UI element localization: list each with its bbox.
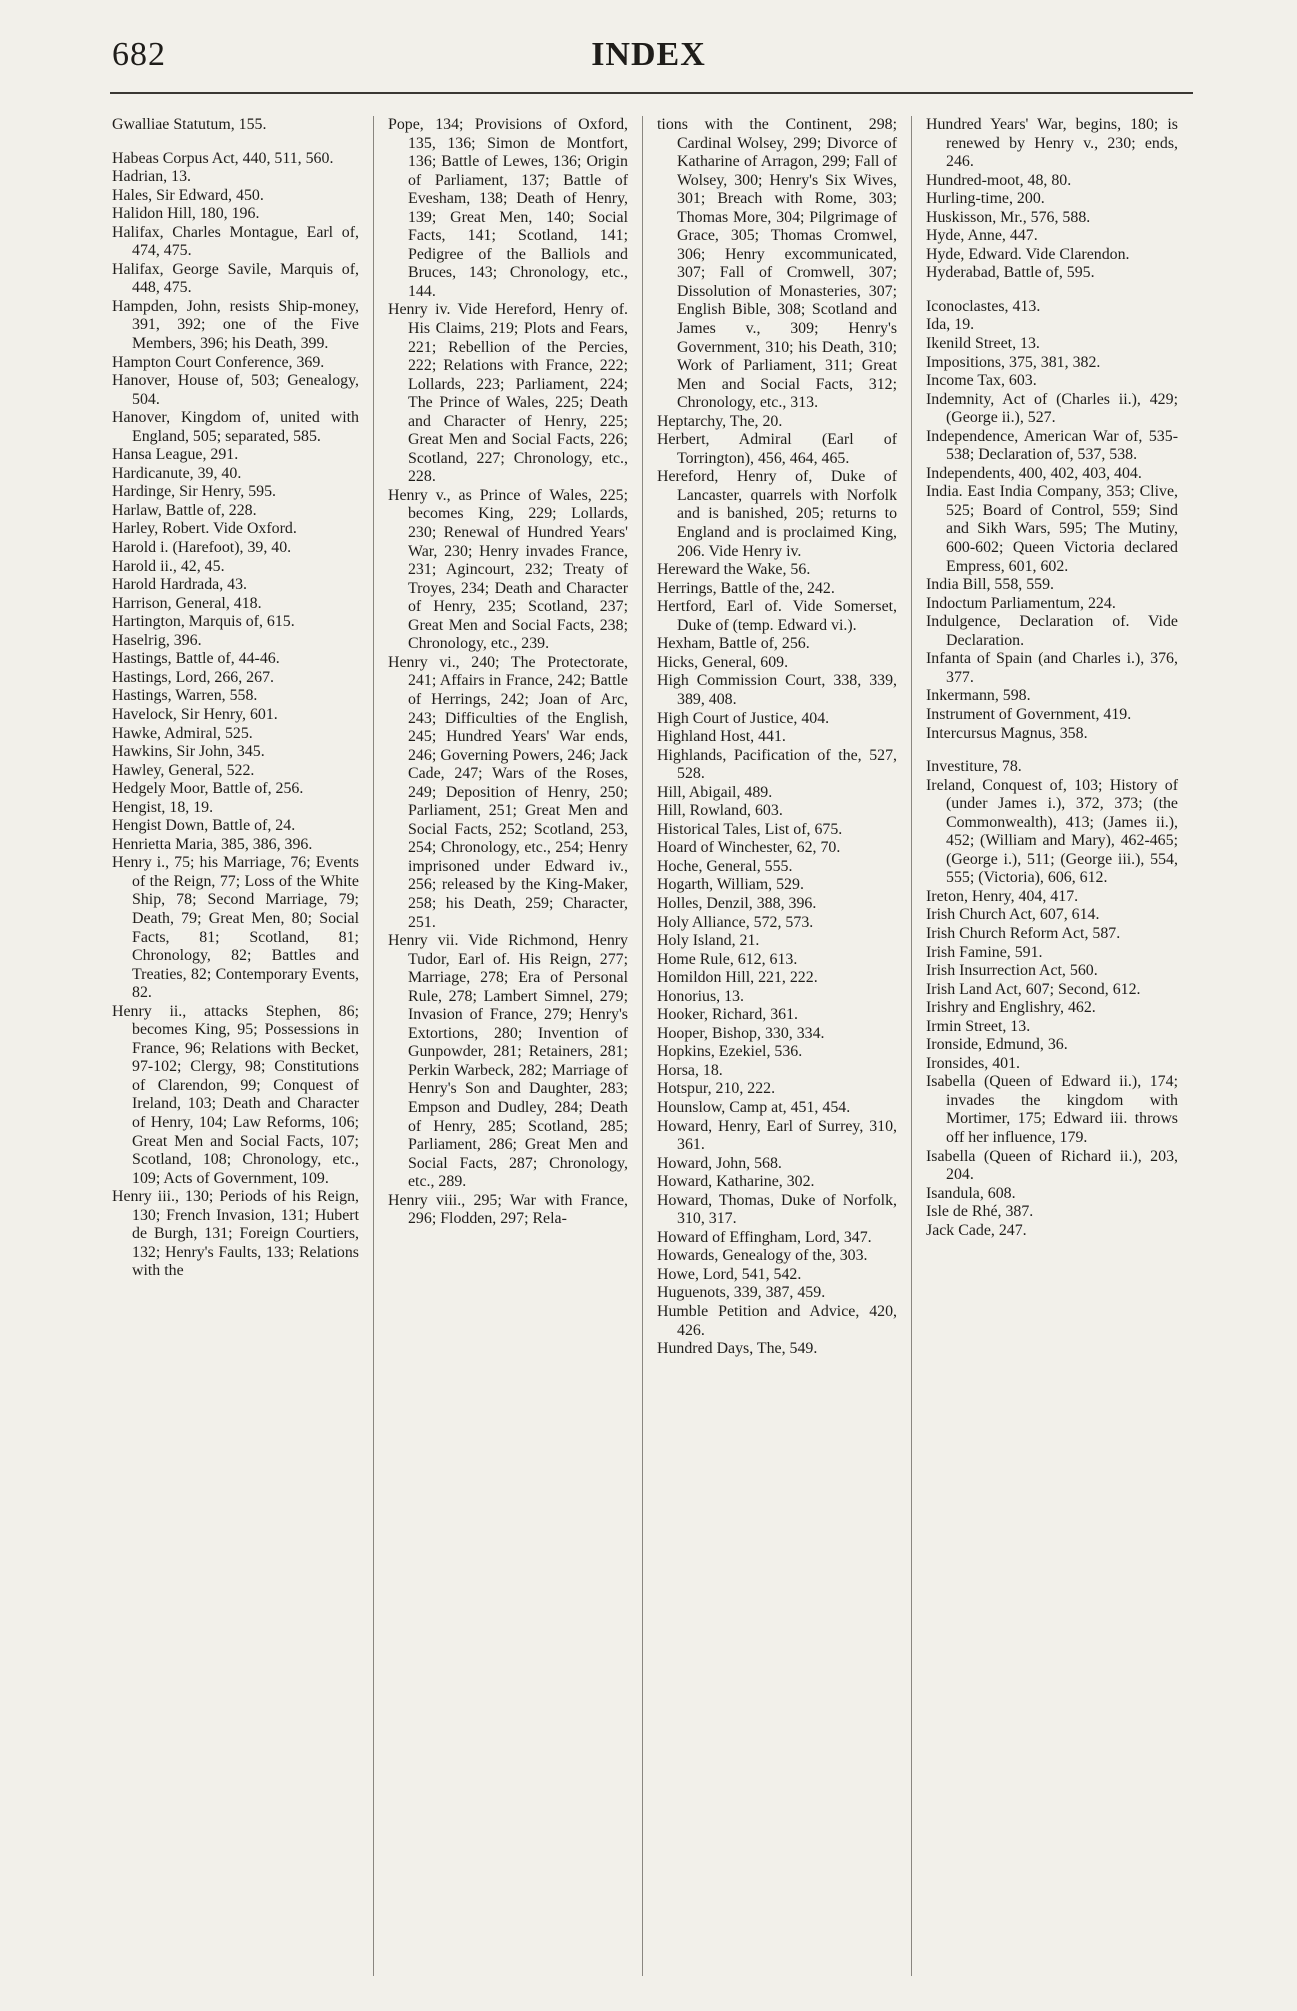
index-entry: Hales, Sir Edward, 450. xyxy=(112,186,264,204)
index-entry: Herrings, Battle of the, 242. xyxy=(657,579,835,597)
index-entry: Halifax, Charles Montague, Earl of, 474, 475. xyxy=(112,223,359,260)
index-entry: Hampton Court Conference, 369. xyxy=(112,353,325,371)
index-entry: Hill, Rowland, 603. xyxy=(657,802,783,820)
index-entry: Pope, 134; Provisions of Oxford, 135, 136; Simon de Montfort, 136; Battle of Lewes, 136; Origin of Parliament, 137; Battle of Evesham, 138; Death of Henry, 139; Great Men, 140; Social Facts, 141; Scotland, 141; Pedigree of the Balliols and Bruces, 143; Chronology, etc., 144. xyxy=(387,116,628,300)
index-entry: Howard of Effingham, Lord, 347. xyxy=(657,1228,872,1246)
index-entry: Harold Hardrada, 43. xyxy=(112,576,248,594)
index-entry: Hereford, Henry of, Duke of Lancaster, quarrels with Norfolk and is banished, 205; returns to England and is proclaimed King, 206. Vide Henry iv. xyxy=(657,468,898,560)
page-number: 682 xyxy=(112,36,166,73)
index-entry: Homildon Hill, 221, 222. xyxy=(657,969,818,987)
index-entry: Highland Host, 441. xyxy=(657,728,786,746)
index-entry: Hoard of Winchester, 62, 70. xyxy=(657,839,841,857)
index-entry: Hundred Years' War, begins, 180; is renewed by Henry v., 230; ends, 246. xyxy=(926,116,1178,171)
index-entry: Hundred Days, The, 549. xyxy=(657,1340,818,1358)
index-entry: Havelock, Sir Henry, 601. xyxy=(112,705,278,723)
index-column-3 xyxy=(642,116,911,1976)
index-column-4 xyxy=(911,116,1192,1976)
index-entry: Inkermann, 598. xyxy=(926,687,1031,705)
index-entry: Indemnity, Act of (Charles ii.), 429; (George ii.), 527. xyxy=(926,390,1178,427)
index-entry: Hawley, General, 522. xyxy=(112,761,255,779)
index-entry: Howards, Genealogy of the, 303. xyxy=(657,1247,868,1265)
index-entry: Hooker, Richard, 361. xyxy=(657,1006,799,1024)
index-entry: Jack Cade, 247. xyxy=(926,1221,1027,1239)
index-entry: Henry v., as Prince of Wales, 225; becomes King, 229; Lollards, 230; Renewal of Hundred Years' War, 230; Henry invades France, 231; Agincourt, 232; Treaty of Troyes, 234; Death and Character of Henry, 235; Scotland, 237; Great Men and Social Facts, 238; Chronology, etc., 239. xyxy=(387,486,628,653)
index-entry: Isandula, 608. xyxy=(926,1184,1016,1202)
index-entry: Hanover, Kingdom of, united with England, 505; separated, 585. xyxy=(112,409,359,445)
index-entry: Irishry and Englishry, 462. xyxy=(926,999,1096,1017)
index-entry: Hexham, Battle of, 256. xyxy=(657,635,810,653)
index-entry: Hanover, House of, 503; Genealogy, 504. xyxy=(112,372,359,408)
index-entry: Henry vi., 240; The Protectorate, 241; Affairs in France, 242; Battle of Herrings, 242; Joan of Arc, 243; Difficulties of the English, 245; Hundred Years' War ends, 246; Governing Powers, 246; Jack Cade, 247; Wars of the Roses, 249; Deposition of Henry, 250; Parliament, 251; Great Men and Social Facts, 252; Scotland, 253, 254; Chronology, etc., 254; Henry imprisoned under Edward iv., 256; released by the King-Maker, 258; his Death, 259; Character, 251. xyxy=(387,653,628,931)
index-entry: Infanta of Spain (and Charles i.), 376, 377. xyxy=(926,650,1178,686)
index-entry: Home Rule, 612, 613. xyxy=(657,950,798,968)
index-entry: Iconoclastes, 413. xyxy=(926,297,1041,315)
index-entry: Howard, Thomas, Duke of Norfolk, 310, 317. xyxy=(657,1191,898,1228)
index-entry: Hengist Down, Battle of, 24. xyxy=(112,817,296,835)
index-entry: Henry vii. Vide Richmond, Henry Tudor, Earl of. His Reign, 277; Marriage, 278; Era of Personal Rule, 278; Lambert Simnel, 279; Invasion of France, 279; Henry's Extortions, 280; Invention of Gunpowder, 281; Retainers, 281; Perkin Warbeck, 282; Marriage of Henry's Son and Daughter, 283; Empson and Dudley, 284; Death of Henry, 285; Scotland, 285; Parliament, 286; Great Men and Social Facts, 287; Chronology, etc., 289. xyxy=(387,932,628,1191)
index-entry: Impositions, 375, 381, 382. xyxy=(926,353,1101,371)
index-entry: Habeas Corpus Act, 440, 511, 560. xyxy=(112,149,334,167)
index-entry: Haselrig, 396. xyxy=(112,631,202,649)
index-entry: Indulgence, Declaration of. Vide Declaration. xyxy=(926,613,1178,649)
index-entry: Hartington, Marquis of, 615. xyxy=(112,613,295,631)
index-entry: Hampden, John, resists Ship-money, 391, 392; one of the Five Members, 396; his Death, 399. xyxy=(112,297,359,353)
index-entry: Holy Island, 21. xyxy=(657,932,760,950)
index-entry: Ireton, Henry, 404, 417. xyxy=(926,887,1079,905)
index-entry: India. East India Company, 353; Clive, 525; Board of Control, 559; Sind and Sikh Wars, 595; The Mutiny, 600-602; Queen Victoria declared Empress, 601, 602. xyxy=(926,483,1178,575)
index-entry: Intercursus Magnus, 358. xyxy=(926,724,1088,742)
index-entry: Ikenild Street, 13. xyxy=(926,335,1040,353)
index-entry: Hawke, Admiral, 525. xyxy=(112,724,253,742)
index-entry: Hadrian, 13. xyxy=(112,168,191,186)
index-entry: Highlands, Pacification of the, 527, 528. xyxy=(657,746,898,783)
index-entry: Independents, 400, 402, 403, 404. xyxy=(926,464,1142,482)
index-columns xyxy=(112,116,1192,1976)
index-entry: Huguenots, 339, 387, 459. xyxy=(657,1284,826,1302)
index-entry: Heptarchy, The, 20. xyxy=(657,412,783,430)
index-entry: Herbert, Admiral (Earl of Torrington), 456, 464, 465. xyxy=(657,431,898,467)
index-entry: Howard, Katharine, 302. xyxy=(657,1173,815,1191)
index-entry: Howe, Lord, 541, 542. xyxy=(657,1265,802,1283)
index-entry: Historical Tales, List of, 675. xyxy=(657,820,843,838)
index-entry: Indoctum Parliamentum, 224. xyxy=(926,594,1116,612)
index-entry: Harold ii., 42, 45. xyxy=(112,557,225,575)
index-entry: Investiture, 78. xyxy=(926,758,1022,776)
index-entry: Hansa League, 291. xyxy=(112,446,239,464)
index-entry: Hawkins, Sir John, 345. xyxy=(112,743,265,761)
index-entry: Harlaw, Battle of, 228. xyxy=(112,501,257,519)
index-entry: Hereward the Wake, 56. xyxy=(657,561,811,579)
index-entry: Howard, Henry, Earl of Surrey, 310, 361. xyxy=(657,1117,898,1154)
index-entry: Irish Land Act, 607; Second, 612. xyxy=(926,980,1141,998)
index-entry: Hastings, Lord, 266, 267. xyxy=(112,668,274,686)
index-entry: Hopkins, Ezekiel, 536. xyxy=(657,1043,803,1061)
index-column-1 xyxy=(112,116,373,1976)
index-entry: Irish Church Reform Act, 587. xyxy=(926,924,1121,942)
index-entry: Isabella (Queen of Edward ii.), 174; invades the kingdom with Mortimer, 175; Edward iii. throws off her influence, 179. xyxy=(926,1073,1178,1146)
index-entry: Henry ii., attacks Stephen, 86; becomes King, 95; Possessions in France, 96; Relations with Becket, 97-102; Clergy, 98; Constitutions of Clarendon, 99; Conquest of Ireland, 103; Death and Character of Henry, 104; Law Reforms, 106; Great Men and Social Facts, 107; Scotland, 108; Chronology, etc., 109; Acts of Government, 109. xyxy=(112,1002,359,1187)
index-entry: Instrument of Government, 419. xyxy=(926,705,1132,723)
index-entry: Horsa, 18. xyxy=(657,1061,723,1079)
index-entry: Huskisson, Mr., 576, 588. xyxy=(926,208,1091,226)
index-entry: Ida, 19. xyxy=(926,316,975,334)
index-entry: Hicks, General, 609. xyxy=(657,653,789,671)
index-entry: Irmin Street, 13. xyxy=(926,1017,1031,1035)
index-entry: Howard, John, 568. xyxy=(657,1154,782,1172)
index-entry: Henrietta Maria, 385, 386, 396. xyxy=(112,835,313,853)
index-entry: Hyde, Anne, 447. xyxy=(926,227,1038,245)
index-entry: Hurling-time, 200. xyxy=(926,190,1045,208)
index-entry: Harold i. (Harefoot), 39, 40. xyxy=(112,539,292,557)
index-entry: Holy Alliance, 572, 573. xyxy=(657,913,814,931)
index-entry: Halidon Hill, 180, 196. xyxy=(112,205,260,223)
index-entry: Hastings, Warren, 558. xyxy=(112,687,258,705)
index-entry: Harley, Robert. Vide Oxford. xyxy=(112,520,297,538)
index-column-2 xyxy=(373,116,642,1976)
index-entry: Irish Famine, 591. xyxy=(926,943,1043,961)
index-entry: Irish Insurrection Act, 560. xyxy=(926,962,1098,980)
index-entry: Isle de Rhé, 387. xyxy=(926,1203,1034,1221)
index-entry: Hardinge, Sir Henry, 595. xyxy=(112,483,277,501)
index-entry: Irish Church Act, 607, 614. xyxy=(926,906,1100,924)
index-entry: Harrison, General, 418. xyxy=(112,594,262,612)
index-entry: Henry iii., 130; Periods of his Reign, 130; French Invasion, 131; Hubert de Burgh, 131; Foreign Courtiers, 132; Henry's Faults, 133; Relations with the xyxy=(112,1188,359,1280)
index-entry: Independence, American War of, 535-538; Declaration of, 537, 538. xyxy=(926,427,1178,464)
index-entry: India Bill, 558, 559. xyxy=(926,576,1055,594)
index-entry: Honorius, 13. xyxy=(657,987,744,1005)
index-entry: Hyderabad, Battle of, 595. xyxy=(926,264,1095,282)
index-entry: Hertford, Earl of. Vide Somerset, Duke of (temp. Edward vi.). xyxy=(657,598,898,634)
index-entry: Hardicanute, 39, 40. xyxy=(112,464,242,482)
index-entry: High Commission Court, 338, 339, 389, 408. xyxy=(657,672,898,708)
index-entry: Gwalliae Statutum, 155. xyxy=(112,116,267,133)
index-entry: Hastings, Battle of, 44-46. xyxy=(112,650,280,668)
index-entry: Ironside, Edmund, 36. xyxy=(926,1036,1068,1054)
index-entry: Hooper, Bishop, 330, 334. xyxy=(657,1024,825,1042)
index-entry: Ironsides, 401. xyxy=(926,1054,1021,1072)
index-entry: High Court of Justice, 404. xyxy=(657,709,830,727)
index-entry: Ireland, Conquest of, 103; History of (under James i.), 372, 373; (the Commonwealth), 413; (James ii.), 452; (William and Mary), 462-465; (George i.), 511; (George iii.), 554, 555; (Victoria), 606, 612. xyxy=(926,776,1178,887)
index-entry: Hyde, Edward. Vide Clarendon. xyxy=(926,245,1130,263)
index-entry: Hill, Abigail, 489. xyxy=(657,783,773,801)
index-entry: Hounslow, Camp at, 451, 454. xyxy=(657,1098,851,1116)
index-entry: Hengist, 18, 19. xyxy=(112,798,214,816)
index-entry: Holles, Denzil, 388, 396. xyxy=(657,894,817,912)
index-entry: tions with the Continent, 298; Cardinal Wolsey, 299; Divorce of Katharine of Arragon, 299; Fall of Wolsey, 300; Henry's Six Wives, 301; Breach with Rome, 303; Thomas More, 304; Pilgrimage of Grace, 305; Thomas Cromwel, 306; Henry excommunicated, 307; Fall of Cromwell, 307; Dissolution of Monasteries, 307; English Bible, 308; Scotland and James v., 309; Henry's Government, 310; his Death, 310; Work of Parliament, 311; Great Men and Social Facts, 312; Chronology, etc., 313. xyxy=(657,116,898,412)
index-entry: Humble Petition and Advice, 420, 426. xyxy=(657,1303,898,1339)
index-entry: Isabella (Queen of Richard ii.), 203, 204. xyxy=(926,1147,1178,1184)
index-entry: Hogarth, William, 529. xyxy=(657,876,804,894)
index-entry: Income Tax, 603. xyxy=(926,372,1037,390)
header-rule xyxy=(110,92,1193,94)
running-head: INDEX xyxy=(591,36,706,73)
index-entry: Hoche, General, 555. xyxy=(657,857,793,875)
index-entry: Hundred-moot, 48, 80. xyxy=(926,171,1072,189)
index-entry: Henry i., 75; his Marriage, 76; Events of the Reign, 77; Loss of the White Ship, 78; Second Marriage, 79; Death, 79; Great Men, 80; Social Facts, 81; Scotland, 81; Chronology, 82; Battles and Treaties, 82; Contemporary Events, 82. xyxy=(112,854,359,1002)
index-entry: Hotspur, 210, 222. xyxy=(657,1080,776,1098)
index-entry: Halifax, George Savile, Marquis of, 448, 475. xyxy=(112,260,359,297)
index-entry: Hedgely Moor, Battle of, 256. xyxy=(112,780,304,798)
index-entry: Henry iv. Vide Hereford, Henry of. His Claims, 219; Plots and Fears, 221; Rebellion of the Percies, 222; Relations with France, 222; Lollards, 223; Parliament, 224; The Prince of Wales, 225; Death and Character of Henry, 225; Great Men and Social Facts, 226; Scotland, 227; Chronology, etc., 228. xyxy=(387,301,628,486)
index-entry: Henry viii., 295; War with France, 296; Flodden, 297; Rela- xyxy=(387,1191,628,1228)
